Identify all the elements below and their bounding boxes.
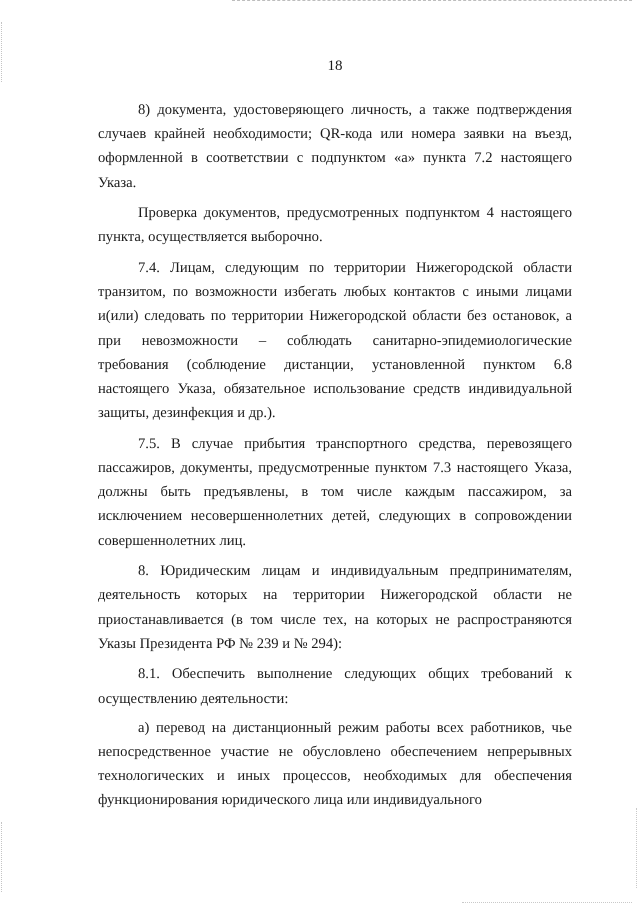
scan-edge-top <box>232 0 632 1</box>
scan-edge-bottom <box>462 902 632 903</box>
paragraph-8-1-a: а) перевод на дистанционный режим работы всех работников, чье непосредственное участие не обусловлено обеспечением непрерывных технологических и иных процессов, необходимых для обеспечения функционирования юридического лица или индивидуального <box>98 719 572 809</box>
paragraph-8: 8. Юридическим лицам и индивидуальным предпринимателям, деятельность которых на территории Нижегородской области не приостанавливается (в том числе тех, на которых не распространяются Указы Президента РФ № 239 и № 294): <box>98 563 572 652</box>
paragraph-8-1: 8.1. Обеспечить выполнение следующих общих требований к осуществлению деятельности: <box>98 666 572 707</box>
scan-edge-left-bottom <box>1 822 2 892</box>
paragraph-7-4: 7.4. Лицам, следующим по территории Нижегородской области транзитом, по возможности избегать любых контактов с иными лицами и(или) следовать по территории Нижегородской области без остановок, а при невозможности – соблюдать санитарно-эпидемиологические требования (соблюдение дистанции, установленной пунктом 6.8 настоящего Указа, обязательное использование средств индивидуальной защиты, дезинфекция и др.). <box>98 260 572 422</box>
paragraph-8-document: 8) документа, удостоверяющего личность, а также подтверждения случаев крайней необходимости; QR-кода или номера заявки на въезд, оформленной в соответствии с подпунктом «а» пункта 7.2 настоящего Указа. <box>98 102 572 191</box>
scan-edge-right-bottom <box>636 808 637 888</box>
page-number: 18 <box>327 58 343 74</box>
document-body <box>98 98 572 819</box>
paragraph-document-check: Проверка документов, предусмотренных подпунктом 4 настоящего пункта, осуществляется выборочно. <box>98 205 572 246</box>
paragraph-7-5: 7.5. В случае прибытия транспортного средства, перевозящего пассажиров, документы, предусмотренные пунктом 7.3 настоящего Указа, должны быть предъявлены, в том числе каждым пассажиром, за исключением несовершеннолетних детей, следующих в сопровождении совершеннолетних лиц. <box>98 435 572 549</box>
